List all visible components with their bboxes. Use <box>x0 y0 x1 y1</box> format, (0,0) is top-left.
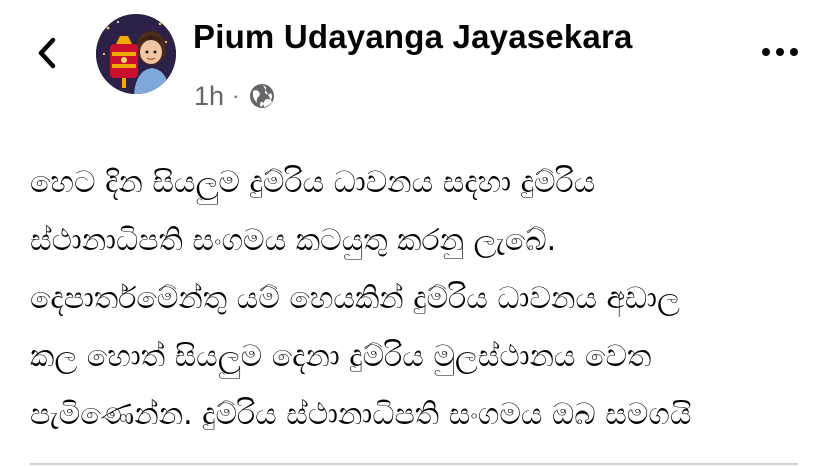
post-timestamp[interactable]: 1h <box>194 80 225 111</box>
more-options-button[interactable] <box>758 38 802 66</box>
globe-icon[interactable] <box>247 81 277 111</box>
post-text-line: හෙට දින සියලුම දුම්රිය ධාවනය සදහා දුම්රිය <box>30 165 596 200</box>
divider <box>30 463 798 465</box>
post-meta <box>194 80 277 112</box>
chevron-left-icon <box>36 36 58 70</box>
meta-separator: · <box>232 83 240 108</box>
author-name[interactable]: Pium Udayanga Jayasekara <box>193 18 633 55</box>
post-text <box>30 154 820 444</box>
post-text-line: කල හොත් සියලුම දෙනා දුම්රිය මුලස්ථානය වෙත <box>30 339 652 374</box>
avatar[interactable] <box>96 14 176 94</box>
post-text-line: දෙපාර්තමේන්තු යම් හෙයකින් දුම්රිය ධාවනය අඩාල <box>30 281 680 316</box>
back-button[interactable] <box>30 32 64 74</box>
avatar-illustration <box>96 14 176 94</box>
post-text-line: ස්ථානාධිපති සංගමය කටයුතු කරනු ලැබේ. <box>30 223 557 258</box>
more-horizontal-icon <box>760 47 800 57</box>
post-text-line: පැමිණෙන්න. දුම්රිය ස්ථානාධිපති සංගමය ඔබ සමගයි <box>30 397 692 432</box>
